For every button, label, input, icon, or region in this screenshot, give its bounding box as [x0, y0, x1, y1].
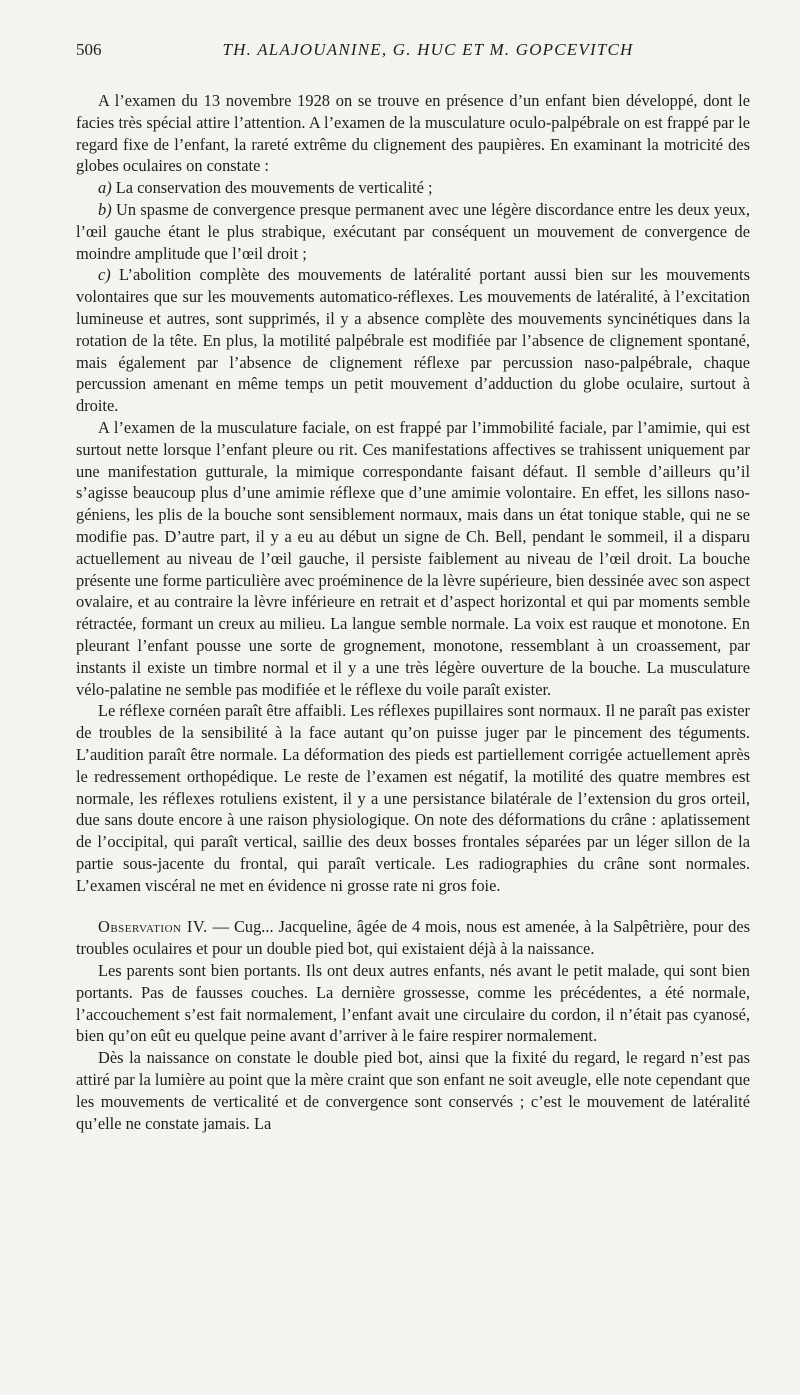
section-gap	[76, 896, 750, 916]
running-title: TH. ALAJOUANINE, G. HUC ET M. GOPCEVITCH	[222, 40, 634, 59]
running-header	[76, 40, 750, 70]
paragraph-text: Un spasme de convergence presque permanent avec une légère discordance entre les deux yeux, l’œil gauche étant le plus strabique, exécutant par conséquent un mouvement de convergence de moindre amplitude que l’œil droit ;	[76, 199, 750, 263]
item-marker: b)	[98, 199, 112, 219]
paragraph-intro	[76, 90, 750, 177]
paragraph-text: A l’examen de la musculature faciale, on est frappé par l’immobilité faciale, par l’amimie, qui est surtout nette lorsque l’enfant pleure ou rit. Ces manifestations affectives se trahissent uniquement par une manifestation gutturale, la mimique correspondante faisant défaut. Il semble d’ailleurs qu’il s’agisse beaucoup plus d’une amimie réflexe que d’une amimie volontaire. En effet, les sillons naso-géniens, les plis de la bouche sont sensiblement normaux, mais dans un état tonique stable, qui ne se modifie pas. D’autre part, il y a eu au début un signe de Ch. Bell, pendant le sommeil, il a disparu actuellement au niveau de l’œil gauche, il persiste faiblement au niveau de l’œil droit. La bouche présente une forme particulière avec proéminence de la lèvre supérieure, bien dessinée avec son aspect ovalaire, et au contraire la lèvre inférieure en retrait et d’aspect horizontal et qui par moments semble rétractée, formant un creux au milieu. La langue semble normale. La voix est rauque et monotone. En pleurant l’enfant pousse une sorte de grognement, monotone, ressemblant à un croassement, par instants il existe un timbre normal et il y a une très légère ouverture de la bouche. La musculature vélo-palatine ne semble pas modifiée et le réflexe du voile paraît exister.	[76, 417, 750, 699]
paragraph-text: Dès la naissance on constate le double pied bot, ainsi que la fixité du regard, le regard n’est pas attiré par la lumière au point que la mère craint que son enfant ne soit aveugle, elle note cependant que les mouvements de verticalité et de convergence sont conservés ; c’est le mouvement de latéralité qu’elle ne constate jamais. La	[76, 1048, 750, 1133]
paragraph-text: L’abolition complète des mouvements de latéralité portant aussi bien sur les mouvements volontaires que sur les mouvements automatico-réflexes. Les mouvements de latéralité, à l’excitation lumineuse et autres, sont supprimés, il y a absence complète des mouvements syncinétiques dans la rotation de la tête. En plus, la motilité palpébrale est modifiée par l’absence de clignement spontané, mais également par l’absence de clignement réflexe par percussion naso-palpébrale, chaque percussion amenant en même temps un petit mouvement d’adduction du globe oculaire, surtout à droite.	[76, 265, 750, 416]
paragraph-text: Le réflexe cornéen paraît être affaibli. Les réflexes pupillaires sont normaux. Il ne paraît pas exister de troubles de la sensibilité à la face autant qu’on puisse juger par le pincement des téguments. L’audition paraît être normale. La déformation des pieds est partiellement corrigée actuellement après le redressement orthopédique. Le reste de l’examen est négatif, la motilité des quatre membres est normale, les réflexes rotuliens existent, il y a une persistance bilatérale de l’extension du gros orteil, due sans doute encore à une raison physiologique. On note des déformations du crâne : aplatissement de l’occipital, qui paraît vertical, saillie des deux bosses frontales séparées par un léger sillon de la partie sous-jacente du frontal, qui paraît verticale. Les radiographies du crâne sont normales. L’examen viscéral ne met en évidence ni grosse rate ni gros foie.	[76, 701, 750, 895]
paragraph-text: La conservation des mouvements de verticalité ;	[111, 178, 433, 198]
paragraph-reflexes	[76, 700, 750, 896]
item-marker: a)	[98, 178, 112, 198]
body-text	[76, 90, 750, 1134]
observation-label: Observation IV.	[98, 917, 208, 937]
paragraph-item-c	[76, 264, 750, 417]
paragraph-birth-findings	[76, 1047, 750, 1134]
item-marker: c)	[98, 265, 111, 285]
paragraph-family-history	[76, 960, 750, 1047]
paragraph-text: — Cug... Jacqueline, âgée de 4 mois, nous est amenée, à la Salpêtrière, pour des troubles oculaires et pour un double pied bot, qui existaient déjà à la naissance.	[76, 917, 750, 959]
paragraph-item-a	[76, 177, 750, 199]
paragraph-text: A l’examen du 13 novembre 1928 on se trouve en présence d’un enfant bien développé, dont le facies très spécial attire l’attention. A l’examen de la musculature oculo-palpébrale on est frappé par le regard fixe de l’enfant, la rareté extrême du clignement des paupières. En examinant la motricité des globes oculaires on constate :	[76, 91, 750, 176]
page-number: 506	[76, 40, 102, 59]
paragraph-text: Les parents sont bien portants. Ils ont deux autres enfants, nés avant le petit malade, qui sont bien portants. Pas de fausses couches. La dernière grossesse, comme les précédentes, a été normale, l’accouchement s’est fait normalement, l’enfant avait une circulaire du cordon, il n’était pas cyanosé, bien qu’on eût eu quelque peine avant d’arriver à le faire respirer normalement.	[76, 961, 750, 1046]
paragraph-item-b	[76, 199, 750, 264]
paragraph-observation-heading	[76, 916, 750, 960]
paragraph-facial-exam	[76, 417, 750, 700]
